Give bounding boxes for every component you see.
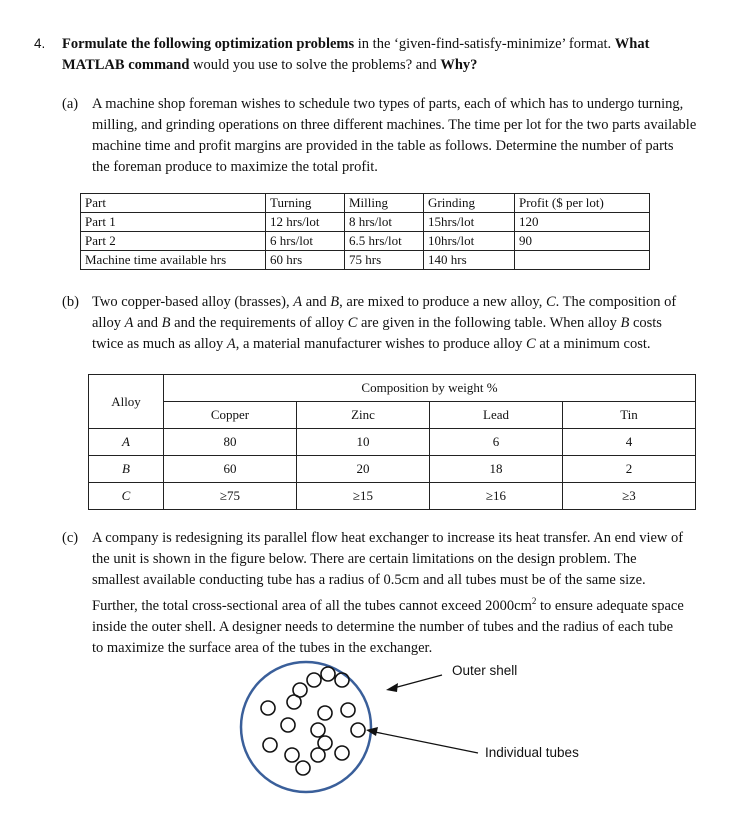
table-header-cell: Grinding [424,194,515,213]
individual-tubes-label: Individual tubes [485,745,579,760]
table-cell: A [89,429,164,456]
alloy-a-ref: A [293,294,303,310]
table-cell: Part 1 [81,213,266,232]
table-header-cell: Zinc [297,402,430,429]
table-cell: 60 [164,456,297,483]
table-cell: 80 [164,429,297,456]
table-cell: 15hrs/lot [424,213,515,232]
tube-circle [261,701,275,715]
tube-circle [307,673,321,687]
outer-shell-arrow-line [390,675,442,689]
part-a-line: machine time and profit margins are provided in the table as follows. Determine the number of parts [92,138,674,154]
tube-circle [263,738,277,752]
table-cell: 6.5 hrs/lot [345,232,424,251]
part-c-line: A company is redesigning its parallel flow heat exchanger to increase its heat transfer. An end view of [92,530,684,546]
table-row [89,429,696,456]
part-b-text [92,292,722,355]
table-cell: ≥16 [430,483,563,510]
part-b-line: twice as much as alloy A, a material manufacturer wishes to produce alloy C at a minimum cost. [92,336,651,352]
table-cell: 6 hrs/lot [266,232,345,251]
table-row [89,375,696,402]
question-bold-matlab: MATLAB command [62,57,190,73]
table-cell: 60 hrs [266,251,345,270]
tube-circles [261,667,365,775]
part-c-line: Further, the total cross-sectional area of all the tubes cannot exceed $2000cm^2$ to ensure adequate space [92,596,684,614]
table-cell: 6 [430,429,563,456]
tube-circle [285,748,299,762]
table-cell: ≥75 [164,483,297,510]
tube-circle [351,723,365,737]
table-header-cell: Turning [266,194,345,213]
table-cell: C [89,483,164,510]
table-header-cell: Tin [563,402,696,429]
part-c-line: the unit is shown in the figure below. There are certain limitations on the design problem. The [92,551,637,567]
table-row [89,483,696,510]
part-c-text [92,528,728,659]
table-cell: 120 [515,213,650,232]
table-header-cell: Profit ($ per lot) [515,194,650,213]
tube-circle [335,673,349,687]
tube-circle [335,746,349,760]
part-a-text [92,94,722,178]
part-b-line: alloy A and B and the requirements of alloy C are given in the following table. When alloy B costs [92,315,662,331]
part-a-label: (a) [62,96,79,112]
part-b-line: Two copper-based alloy (brasses), A and B, are mixed to produce a new alloy, C. The composition of [92,294,677,310]
question-bold-lead: Formulate the following optimization problems [62,36,355,52]
table-cell: 2 [563,456,696,483]
part-c-label: (c) [62,530,79,546]
table-row [81,213,650,232]
tube-circle [311,723,325,737]
table-row [81,232,650,251]
question-bold-why: Why? [440,57,478,73]
table-cell: 75 hrs [345,251,424,270]
tube-arrow-line [370,731,478,753]
question-number: 4. [34,36,46,51]
part-b-label: (b) [62,294,79,310]
table-cell: Part 2 [81,232,266,251]
table-header-cell: Lead [430,402,563,429]
question-text-1: in the ‘given-find-satisfy-minimize’ format. [354,36,615,52]
part-a-line: milling, and grinding operations on three different machines. The time per lot for the two parts available [92,117,697,133]
table-cell: 90 [515,232,650,251]
outer-shell-label: Outer shell [452,663,518,678]
table-cell: 12 hrs/lot [266,213,345,232]
question-prompt [62,34,722,76]
table-row [81,194,650,213]
question-text-2: would you use to solve the problems? and [189,57,441,73]
table-cell: 10hrs/lot [424,232,515,251]
composition-header-cell: Composition by weight % [164,375,696,402]
alloy-b-ref: B [330,294,340,310]
part-a-line: A machine shop foreman wishes to schedule two types of parts, each of which has to undergo turning, [92,96,684,112]
tube-circle [318,706,332,720]
tube-circle [281,718,295,732]
part-c-line: to maximize the surface area of the tubes in the exchanger. [92,639,433,656]
tube-circle [311,748,325,762]
table-cell: 8 hrs/lot [345,213,424,232]
table-cell: Machine time available hrs [81,251,266,270]
table-row [89,456,696,483]
table-cell: 18 [430,456,563,483]
table-row [81,251,650,270]
tube-circle [341,703,355,717]
tube-circle [296,761,310,775]
part-a-line: the foreman produce to maximize the total profit. [92,159,378,175]
table-cell: 10 [297,429,430,456]
tube-circle [287,695,301,709]
superscript: 2 [531,596,537,606]
tube-circle [321,667,335,681]
part-c-line: inside the outer shell. A designer needs to determine the number of tubes and the radius of each tube [92,618,674,635]
machine-schedule-table [80,193,650,270]
table-header-cell: Copper [164,402,297,429]
outer-shell-arrowhead [386,683,398,692]
part-c-line: smallest available conducting tube has a radius of 0.5cm and all tubes must be of the same size. [92,572,646,588]
table-header-cell: Milling [345,194,424,213]
table-cell [515,251,650,270]
heat-exchanger-figure [230,655,610,805]
table-cell: B [89,456,164,483]
question-bold-what: What [614,36,650,52]
table-cell: ≥15 [297,483,430,510]
alloy-c-ref: C [545,294,556,310]
table-cell: 4 [563,429,696,456]
table-cell: ≥3 [563,483,696,510]
table-cell: 140 hrs [424,251,515,270]
alloy-composition-table [88,374,696,510]
table-row [89,402,696,429]
table-cell: 20 [297,456,430,483]
alloy-header-cell: Alloy [89,375,164,429]
table-header-cell: Part [81,194,266,213]
